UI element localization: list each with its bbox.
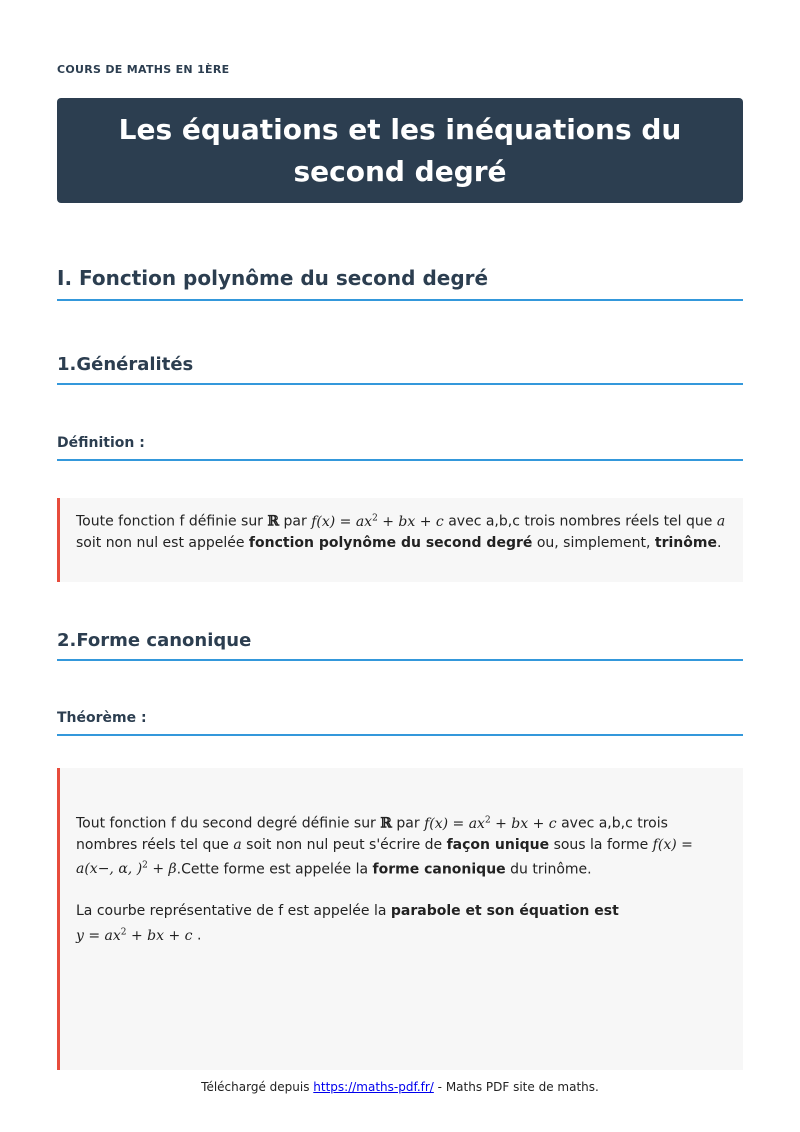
footer-prefix: Téléchargé depuis — [201, 1080, 310, 1094]
real-numbers-symbol: ℝ — [267, 513, 280, 530]
theorem-text-6: .Cette forme est appelée la — [176, 861, 369, 878]
theorem-bold-unique: façon unique — [446, 836, 550, 853]
formula-exponent: 2 — [372, 513, 378, 523]
definition-text-2: par — [283, 513, 307, 530]
formula-head: f(x) = ax — [311, 513, 373, 530]
definition-text-5: ou, simplement, — [536, 534, 651, 551]
page-title: Les équations et les inéquations du second degré — [118, 112, 682, 188]
parabola-bold: parabole et son équation est — [390, 903, 619, 920]
equation-tail: + bx + c — [126, 927, 193, 944]
theorem-text — [76, 810, 727, 880]
formula-head: f(x) = ax — [424, 815, 485, 832]
definition-text-4: soit non nul est appelée — [76, 534, 245, 551]
definition-text-1: Toute fonction f définie sur — [76, 513, 263, 530]
theorem-text-1: Tout fonction f du second degré définie sur — [76, 815, 376, 832]
theorem-text-7: du trinôme. — [510, 861, 592, 878]
canonical-head: f(x) = a(x−, α, ) — [76, 836, 693, 878]
section-heading-1: I. Fonction polynôme du second degré — [57, 266, 743, 301]
definition-box — [57, 498, 743, 582]
footer-suffix: - Maths PDF site de maths. — [437, 1080, 599, 1094]
subsection-heading-generalites: 1.Généralités — [57, 354, 743, 385]
subsection-heading-forme-canonique: 2.Forme canonique — [57, 630, 743, 661]
definition-term-trinome: trinôme — [654, 534, 717, 551]
real-numbers-symbol: ℝ — [380, 815, 392, 832]
variable-a: a — [233, 836, 242, 853]
title-banner — [57, 98, 743, 203]
theorem-parabola-text — [76, 901, 727, 947]
theorem-text-5: sous la forme — [553, 836, 649, 853]
canonical-exponent: 2 — [142, 860, 148, 871]
footer — [0, 1080, 800, 1094]
definition-end: . — [716, 534, 722, 551]
equation-head: y = ax — [76, 927, 121, 944]
footer-link[interactable]: https://maths-pdf.fr/ — [313, 1080, 434, 1094]
canonical-tail: + β — [147, 861, 177, 878]
theorem-text-4: soit non nul peut s'écrire de — [246, 836, 443, 853]
course-label: COURS DE MATHS EN 1ÈRE — [57, 63, 230, 76]
trinomial-formula — [311, 514, 444, 530]
definition-term: fonction polynôme du second degré — [248, 534, 533, 551]
formula-exponent: 2 — [484, 815, 491, 825]
formula-tail: + bx + c — [490, 815, 557, 832]
equation-exponent: 2 — [120, 927, 127, 938]
parabola-equation — [76, 928, 193, 944]
theorem-text-2: par — [396, 815, 420, 832]
variable-a: a — [716, 513, 726, 530]
theorem-label: Théorème : — [57, 710, 743, 736]
equation-end: . — [192, 927, 202, 944]
theorem-text-3: avec a,b,c trois nombres réels tel que — [76, 815, 668, 853]
formula-tail: + bx + c — [377, 513, 444, 530]
theorem-box — [57, 768, 743, 1070]
parabola-text-1: La courbe représentative de f est appelée la — [76, 903, 387, 920]
definition-label: Définition : — [57, 435, 743, 461]
definition-text-3: avec a,b,c trois nombres réels tel que — [448, 513, 713, 530]
theorem-bold-canonique: forme canonique — [372, 861, 506, 878]
trinomial-formula — [424, 816, 557, 832]
definition-text — [76, 508, 727, 554]
